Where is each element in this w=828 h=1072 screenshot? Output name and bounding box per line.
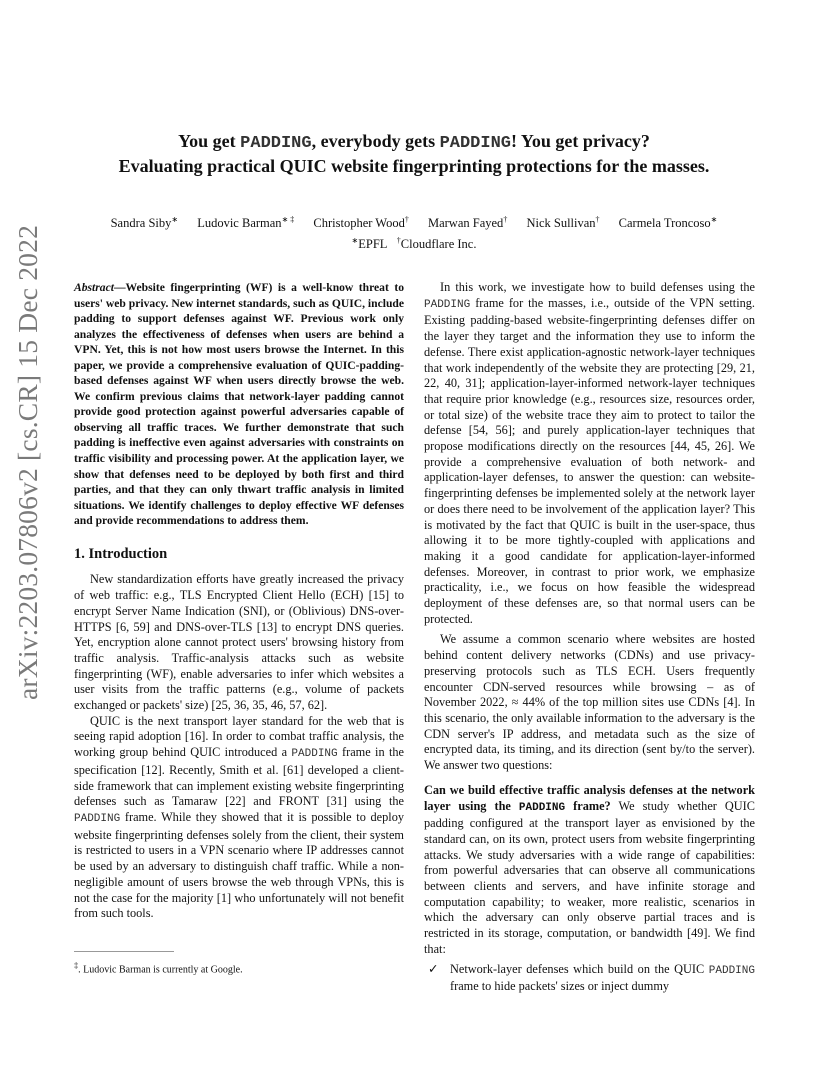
intro-paragraph-2: QUIC is the next transport layer standard for the web that is seeing rapid adoption [16]. In order to combat traffic analysis, the working group behind QUIC introduced a PADDING frame in the specification [12]. Recently, Smith et al. [61] developed a client-side framework that can implement existing website fingerprinting defenses such as Tamaraw [22] and FRONT [31] using the PADDING frame. While they showed that it is possible to deploy website fingerprinting defenses solely from the client, their system is restricted to users in a VPN scenario where IP addresses cannot be used by an adversary to distinguish chaff traffic. While a non-negligible amount of users browse the web through VPNs, this is not the case for the majority [1] who unfortunately will not benefit from such tools. (74, 713, 404, 921)
question-heading: Can we build effective traffic analysis defenses at the network layer using the PADDING frame? (424, 782, 755, 814)
right-paragraph-1: In this work, we investigate how to build defenses using the PADDING frame for the masses, i.e., outside of the VPN setting. Existing padding-based website-fingerprinting defenses differ on the layer they target and the information they use to inform the defense. There exist application-agnostic network-layer techniques that work independently of the website they are protecting [29, 21, 22, 40, 31]; application-layer-informed network-layer techniques that require prior knowledge (e.g., resources size, resources order, or total size) of the website trace they aim to protect to tailor the defense [54, 56]; and purely application-layer techniques that propose modifications directly on the resources [44, 45, 26]. We provide a comprehensive evaluation of both network- and application-layer defenses, to answer the question: can website-fingerprinting defenses be implemented solely at the network layer or does there need to be involvement of the application layer? This is motivated by the fact that QUIC is built in the user-space, thus allowing it to be more tightly-coupled with applications and making it a good candidate for application-layer-informed defenses. Moreover, in contrast to prior work, we emphasize practicality, i.e., we focus on how feasible the widespread deployment of these defenses are, so that normal users can be protected. (424, 280, 755, 626)
section-heading-introduction: 1. Introduction (74, 545, 168, 562)
author: Nick Sullivan† (526, 215, 600, 231)
right-paragraph-2: We assume a common scenario where websites are hosted behind content delivery networks (CDNs) and use privacy-preserving protocols such as TLS ECH. Users frequently encounter CDN-served resources while browsing – as of November 2022, ≈ 44% of the top million sites use CDNs [4]. In this scenario, the only available information to the adversary is the CDN server's IP address, and metadata such as the size of encrypted data, its timing, and its direction (sent by/to the server). We answer two questions: (424, 632, 755, 773)
title-line-1: You get PADDING, everybody gets PADDING! You get privacy? (178, 131, 650, 153)
finding-list-item: ✓ Network-layer defenses which build on the QUIC PADDING frame to hide packets' sizes or inject dummy (428, 961, 755, 994)
title-line-2: Evaluating practical QUIC website fingerprinting protections for the masses. (118, 156, 710, 176)
footnote: ‡. Ludovic Barman is currently at Google. (74, 961, 243, 976)
author-list (74, 211, 754, 232)
checkmark-icon: ✓ (428, 961, 439, 976)
question-paragraph: Can we build effective traffic analysis defenses at the network layer using the PADDING frame? We study whether QUIC padding configured at the transport layer as envisioned by the standard can, on its own, protect users from website fingerprinting attacks. We study adversaries with a wide range of capabilities: from powerful adversaries that can observe all communications between clients and servers, and have infinite storage and computation capability; to weaker, more realistic, scenarios in which the adversary can only observe partial traces and is restricted in its storage, computation, or bandwidth [49]. We find that: (424, 782, 755, 956)
author-block (74, 211, 754, 253)
author: Ludovic Barman∗ ‡ (197, 215, 295, 231)
footnote-divider (74, 951, 174, 952)
author: Sandra Siby∗ (110, 215, 179, 231)
abstract: Abstract—Website fingerprinting (WF) is a well-know threat to users' web privacy. New internet standards, such as QUIC, include padding to support defenses against WF. Previous work only analyzes the effectiveness of defenses when users are behind a VPN. Yet, this is not how most users browse the Internet. In this paper, we provide a comprehensive evaluation of QUIC-padding-based defenses against WF when users directly browse the web. We confirm previous claims that network-layer padding cannot provide good protection against powerful adversaries capable of observing all traffic traces. We further demonstrate that such padding is ineffective even against adversaries with constraints on traffic visibility and processing power. At the application layer, we show that defenses need to be deployed by both first and third parties, and that they can only thwart traffic analysis in limited situations. We identify challenges to deploy effective WF defenses and provide recommendations to address them. (74, 281, 404, 528)
right-column (424, 280, 755, 995)
author: Marwan Fayed† (427, 215, 508, 231)
intro-paragraph-1: New standardization efforts have greatly increased the privacy of web traffic: e.g., TLS Encrypted Client Hello (ECH) [15] to encrypt Server Name Indication (SNI), or (Oblivious) DNS-over-HTTPS [6, 59] and DNS-over-TLS [13] to encrypt DNS queries. Yet, encryption alone cannot protect users' browsing history from traffic analysis. Traffic-analysis attacks such as website fingerprinting (WF), enable adversaries to infer which websites a user visits from the traffic patterns (e.g., volume of packets exchanged or packets' size) [25, 36, 35, 46, 57, 62]. (74, 572, 404, 713)
left-column (74, 280, 404, 922)
author: Christopher Wood† (313, 215, 409, 231)
author: Carmela Troncoso∗ (618, 215, 718, 231)
arxiv-stamp: arXiv:2203.07806v2 [cs.CR] 15 Dec 2022 (12, 224, 43, 700)
affiliations: ∗EPFL †Cloudflare Inc. (351, 236, 477, 252)
paper-title (74, 130, 754, 178)
